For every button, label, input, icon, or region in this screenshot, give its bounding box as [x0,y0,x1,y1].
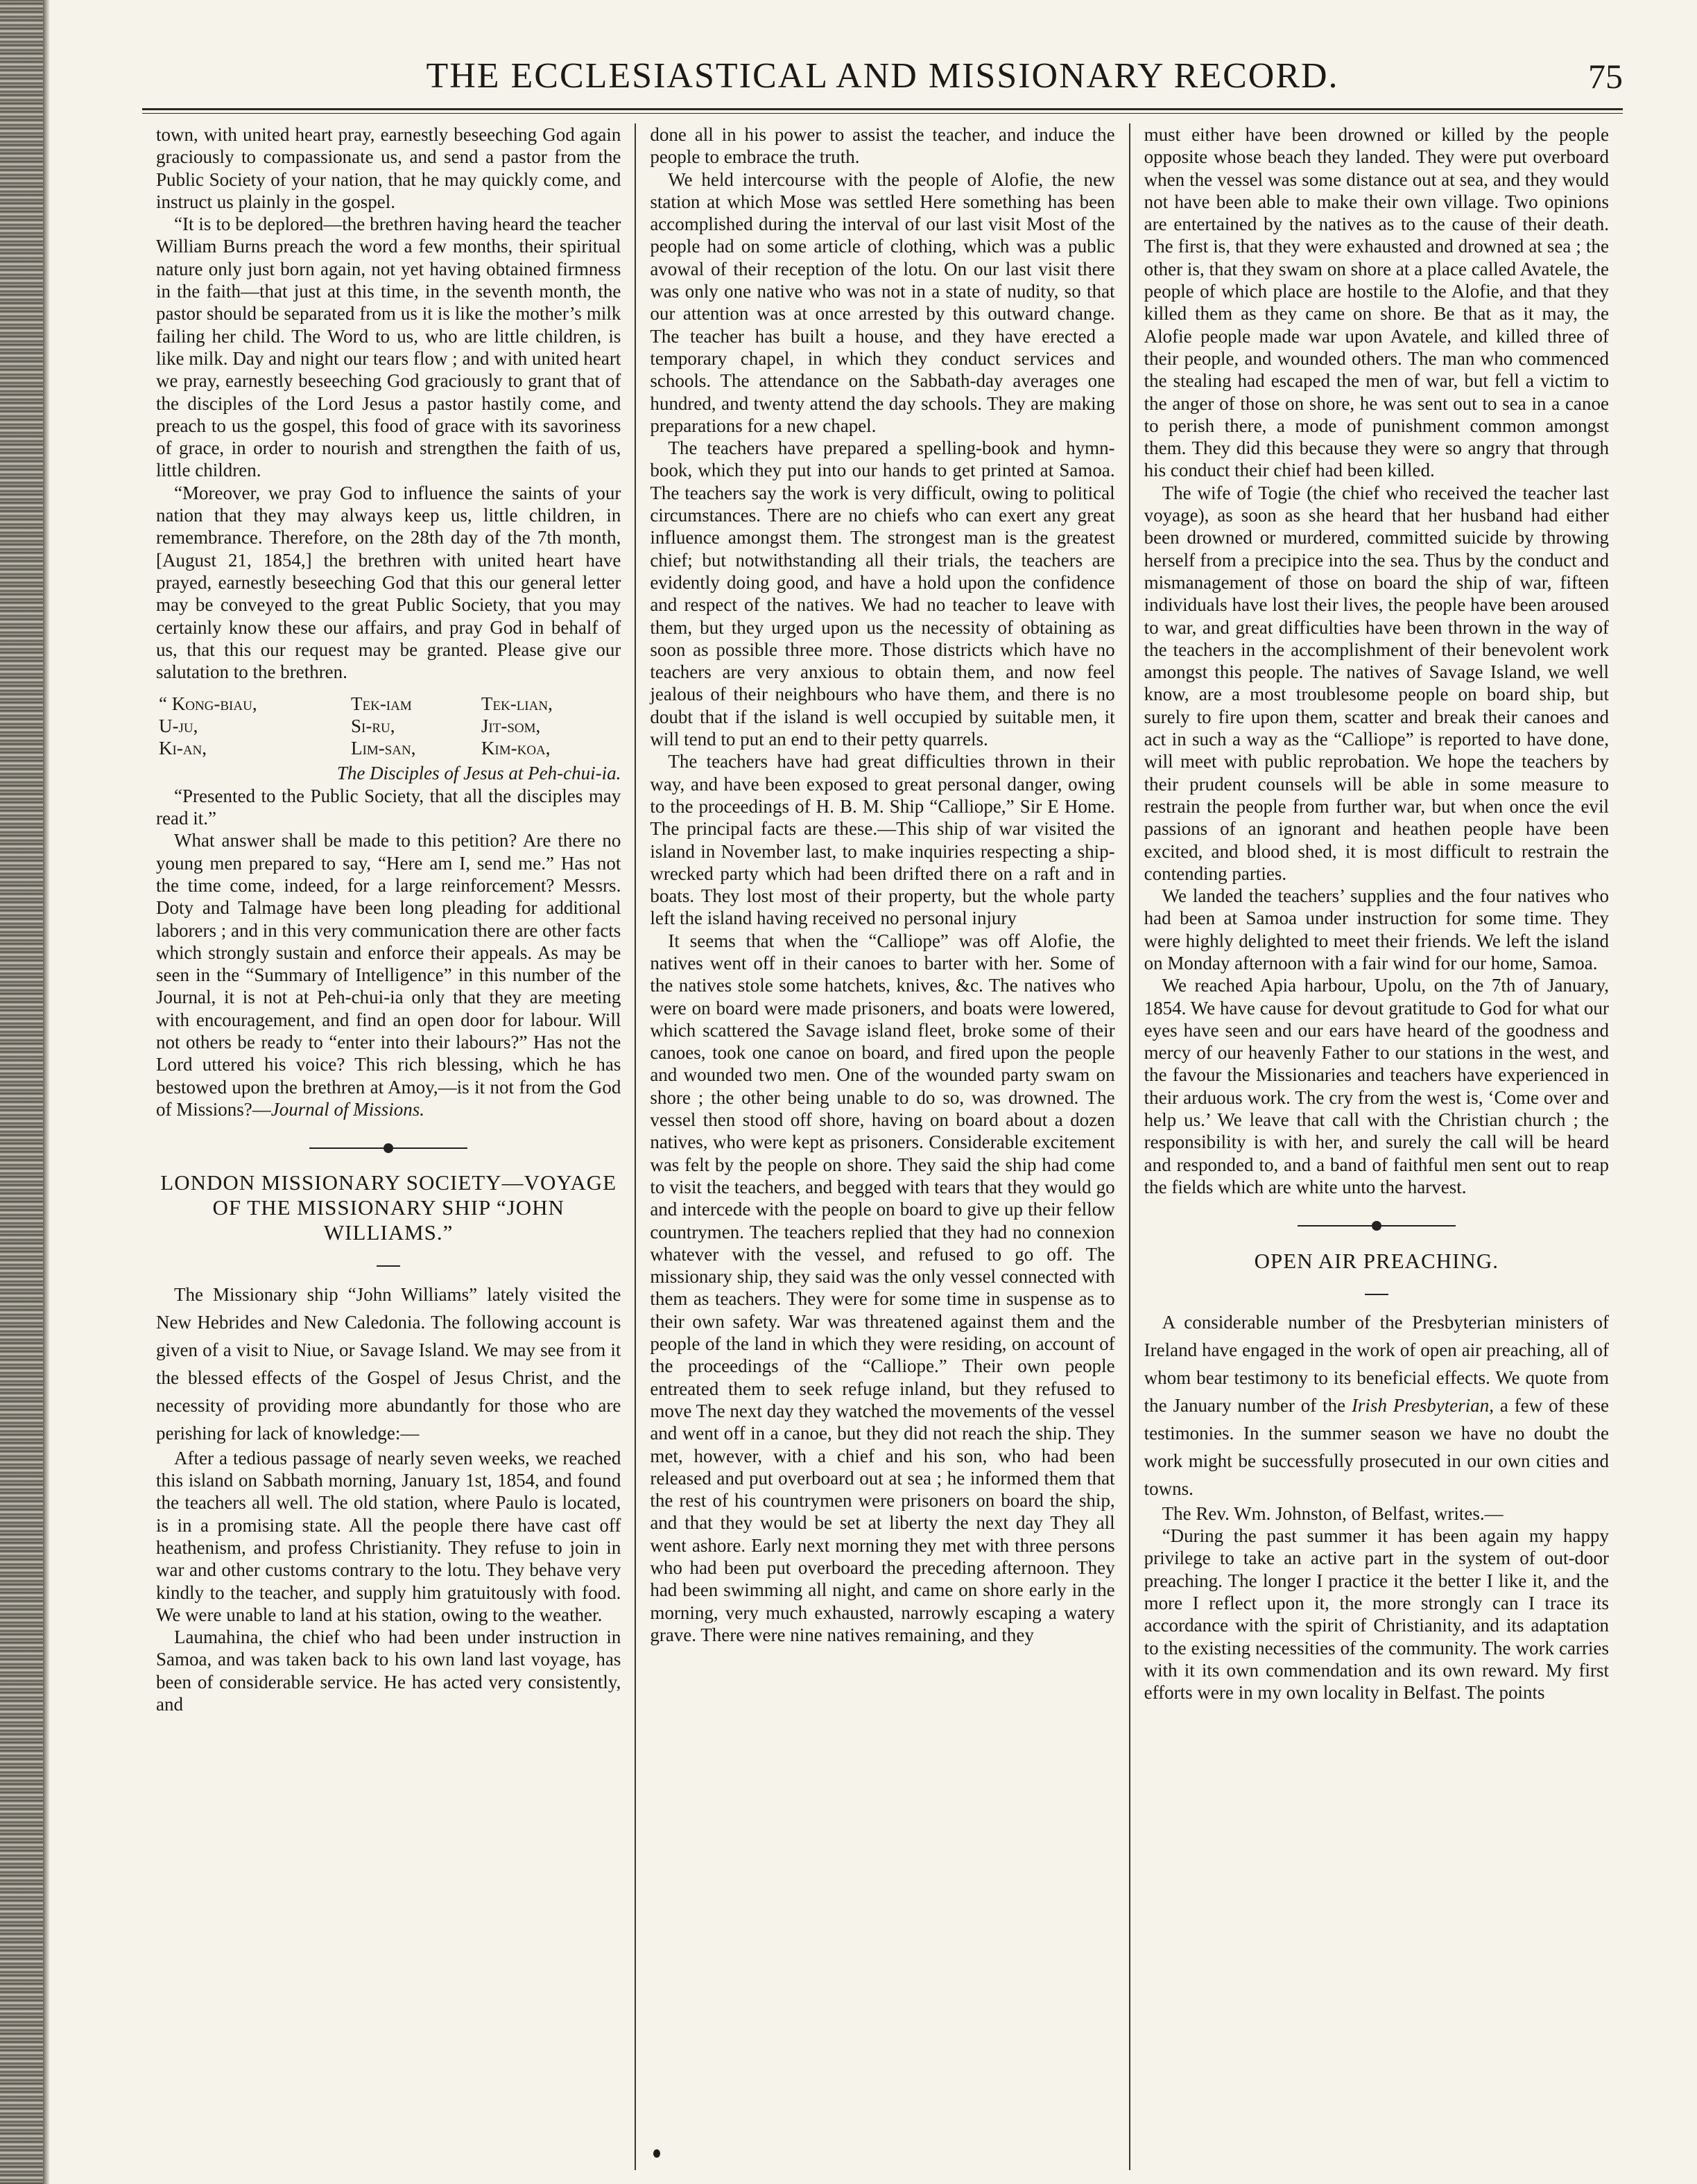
signatory-name: U-ju, [159,716,198,737]
signatory-name: “ Kong-biau, [159,693,257,715]
paragraph [650,750,1114,929]
paragraph-text: A considerable number of the Presbyterian ministers of Ireland have engaged in the work of open air preaching, all of whom bear testimony to its beneficial effects. We quote from the January number of the [1144,1311,1609,1416]
paragraph-text: The teachers have had great difficulties thrown in their way, and have been exposed to great personal danger, owing to the proceedings of H. B. M. Ship “Calliope,” Sir E Home. The principal facts are these.—This ship of war visited the island in November last, to make inquiries respecting a ship-wrecked party which had been drifted there on a raft and in boats. They lost most of their property, but the whole party left the island having received no personal injury [650,751,1115,929]
publication-title: THE ECCLESIASTICAL AND MISSIONARY RECORD. [426,56,1339,96]
header-rule [142,108,1623,114]
paragraph-text: What answer shall be made to this petition? Are there no young men prepared to say, “Here am I, send me.” Has not the time come, indeed, for a large reinforcement? Messrs. Doty and Talmage have been long pleading for additional laborers ; and in this very communication there are other facts which strongly sustain and enforce their appeals. As may be seen in the “Summary of Intelligence” in this number of the Journal, it is not at Peh-chui-ia only that they are meeting with encouragement, and find an open door for labour. Will not others be ready to “enter into their labours?” Has not the Lord uttered his voice? This rich blessing, which he has bestowed upon the brethren at Amoy,—is it not from the God of Missions?— [156,830,621,1120]
signatory-name: Lim-san, [351,738,416,759]
article-heading: LONDON MISSIONARY SOCIETY—VOYAGE OF THE MISSIONARY SHIP “JOHN WILLIAMS.” [160,1170,617,1245]
paragraph [156,123,621,213]
signatory-name: Kim-koa, [481,738,551,759]
paragraph [1144,1308,1609,1502]
running-header [142,49,1623,104]
paragraph [156,1281,621,1447]
paragraph [1144,1502,1609,1525]
binding-shadow [43,0,50,2184]
signatory-name: Si-ru, [351,716,395,737]
divider-line [391,1147,467,1149]
paragraph [1144,482,1609,885]
paragraph [156,213,621,482]
signatory-name: Tek-lian, [481,693,553,715]
divider-line [1298,1225,1374,1227]
newspaper-page [142,49,1623,2170]
paragraph [650,123,1114,168]
paragraph [650,168,1114,437]
paragraph-text: We held intercourse with the people of Alofie, the new station at which Mose was settled Here something has been accomplished during the interval of our last visit Most of the people had on some article of clothing, which was a public avowal of their reception of the lotu. On our last visit there was only one native who was not in a state of nudity, so that our attention was at once arrested by this outward change. The teacher has built a house, and they have erected a temporary chapel, in which they conduct services and schools. The attendance on the Sabbath-day averages one hundred, and twenty attend the day schools. They are making preparations for a new chapel. [650,168,1115,436]
heading-dash [1144,1278,1609,1300]
paragraph [1144,974,1609,1198]
section-divider [156,1136,621,1158]
paragraph [156,829,621,1120]
section-divider [1144,1213,1609,1236]
paragraph-text: “During the past summer it has been again my happy privilege to take an active part in the system of out-door preaching. The longer I practice it the better I like it, and the more I reflect upon it, the more strongly can I trace its accordance with the spirit of Christianity, and its adaptation to the existing necessities of the community. The work carries with it its own commendation and its own reward. My first efforts were in my own locality in Belfast. The points [1144,1525,1609,1704]
paragraph-text: done all in his power to assist the teacher, and induce the people to embrace the truth. [650,124,1115,168]
heading-dash [156,1249,621,1272]
signatories-caption: The Disciples of Jesus at Peh-chui-ia. [336,763,621,784]
paragraph [156,785,621,830]
book-binding-edge [0,0,43,2184]
dash-line [377,1265,400,1267]
signatories-table [156,693,621,759]
paragraph [1144,885,1609,974]
article-heading: OPEN AIR PREACHING. [1254,1248,1499,1273]
page-number: 75 [1588,57,1623,96]
ink-speck [653,2149,660,2158]
source-citation: Journal of Missions. [270,1098,425,1120]
paragraph [156,1447,621,1626]
paragraph-text: It seems that when the “Calliope” was off Alofie, the natives went off in their canoes to barter with her. Some of the natives stole some hatchets, knives, &c. The natives who were on board were made prisoners, and boats were lowered, which scattered the Savage island fleet, broke some of their canoes, took one canoe on board, and fired upon the people and wounded two men. One of the wounded party swam on shore ; the other being unable to do so, was drowned. The vessel then stood off shore, having on board about a dozen natives, who were kept as prisoners. Considerable excitement was felt by the people on shore. They said the ship had come to visit the teachers, and begged with tears that they would go and intercede with the people on board to give up their fellow countrymen. The teachers replied that they had no connexion whatever with the vessel, and refused to go off. The missionary ship, they said was the only vessel connected with them as teachers. They were for some time in suspense as to their own safety. War was threatened against them and the people of the land in which they were residing, on account of the proceedings of the “Calliope.” Their own people entreated them to seek refuge inland, but they refused to move The next day they watched the movements of the vessel and went off in a canoe, but they did not reach the ship. They met, however, with a chief and his son, who had been released and put overboard out at sea ; he informed them that the rest of his countrymen were prisoners on board the ship, and that they would be set at liberty the next day They all went ashore. Early next morning they met with three persons who had been put overboard the preceding afternoon. They had been swimming all night, and came on shore early in the morning, very much exhausted, narrowly escaping a watery grave. There were nine natives remaining, and they [650,930,1115,1645]
paragraph [1144,1525,1609,1704]
divider-line [1379,1225,1456,1227]
paragraph-text: The Rev. Wm. Johnston, of Belfast, writes.— [1162,1502,1504,1524]
signatory-name: Ki-an, [159,738,207,759]
signatory-name: Jit-som, [481,716,541,737]
signatory-name: Tek-iam [351,693,412,715]
paragraph-text: The teachers have prepared a spelling-book and hymn-book, which they put into our hands to get printed at Samoa. The teachers say the work is very difficult, owing to political circumstances. There are no chiefs who can exert any great influence amongst them. The strongest man is the greatest chief; but notwithstanding all their trials, the teachers are evidently doing good, and have a hold upon the confidence and respect of the natives. We had no teacher to leave with them, but they urged upon us the necessity of obtaining as soon as possible three more. Those districts which have no teachers are very anxious to obtain them, and now feel jealous of their neighbours who have them, and there is no doubt that if the island is well occupied by suitable men, it will tend to put an end to their petty quarrels. [650,437,1115,750]
text-columns [142,123,1623,2170]
paragraph-text: “Presented to the Public Society, that all the disciples may read it.” [156,785,621,829]
paragraph [650,930,1114,1647]
paragraph [156,482,621,684]
paragraph-text: We landed the teachers’ supplies and the four natives who had been at Samoa under instruction for some time. They were highly delighted to meet their friends. We left the island on Monday afternoon with a fair wind for our home, Samoa. [1144,885,1609,973]
paragraph [1144,123,1609,482]
paragraph-text-continued: a few of these testimonies. In the summer season we have no doubt the work might be successfully prosecuted in our own cities and towns. [1144,1394,1609,1499]
divider-line [309,1147,386,1149]
paragraph-text: “Moreover, we pray God to influence the saints of your nation that they may always keep us, little children, in remembrance. Therefore, on the 28th day of the 7th month, [August 21, 1854,] the brethren with united heart have prayed, earnestly beseeching God that this our general letter may be conveyed to the great Public Society, that you may certainly know these our affairs, and pray God in behalf of us, that this our request may be granted. Please give our salutation to the brethren. [156,482,621,683]
column-left [142,123,635,2170]
column-right [1129,123,1623,2170]
periodical-name: Irish Presbyterian, [1351,1394,1494,1416]
paragraph-text: town, with united heart pray, earnestly beseeching God again graciously to compassionate us, and send a pastor from the Public Society of your nation, that he may quickly come, and instruct us plainly in the gospel. [156,124,621,212]
paragraph-text: The Missionary ship “John Williams” lately visited the New Hebrides and New Caledonia. The following account is given of a visit to Niue, or Savage Island. We may see from it the blessed effects of the Gospel of Jesus Christ, and the necessity of providing more abundantly for those who are perishing for lack of knowledge:— [156,1283,621,1444]
column-middle [635,123,1128,2170]
signatories-row [156,693,621,715]
paragraph-text: Laumahina, the chief who had been under instruction in Samoa, and was taken back to his own land last voyage, has been of considerable service. He has acted very consistently, and [156,1627,621,1715]
paragraph-text: “It is to be deplored—the brethren having heard the teacher William Burns preach the word a few months, their spiritual nature only just born again, not yet having obtained firmness in the faith—that just at this time, in the seventh month, the pastor should be separated from us it is like the mother’s milk failing her child. The Word to us, who are little children, is like milk. Day and night our tears flow ; and with united heart we pray, earnestly beseeching God graciously to grant that of the disciples of the Lord Jesus a pastor hastily come, and preach to us the gospel, this food of grace with its savoriness of grace, in order to nourish and strengthen the faith of us, little children. [156,214,621,481]
paragraph [650,437,1114,750]
paragraph [156,1626,621,1715]
signatories-row [156,715,621,737]
paragraph-text: must either have been drowned or killed by the people opposite whose beach they landed. They were put overboard when the vessel was some distance out at sea, and they would not have been able to make their own village. Two opinions are entertained by the natives as to the cause of their death. The first is, that they were exhausted and drowned at sea ; the other is, that they swam on shore at a place called Avatele, the people of which place are hostile to the Alofie, and that they killed them as they came on shore. Be that as it may, the Alofie people made war upon Avatele, and killed three of their people, and wounded others. The man who commenced the stealing had escaped the men of war, but fell a victim to the anger of those on shore, he was sent out to sea in a canoe to perish there, a mode of punishment common amongst them. They did this because they were so angry that through his conduct their chief had been killed. [1144,124,1609,481]
signatories-row [156,737,621,759]
dash-line [1365,1294,1388,1295]
paragraph-text: The wife of Togie (the chief who received the teacher last voyage), as soon as she heard that her husband had either been drowned or murdered, committed suicide by throwing herself from a precipice into the sea. Thus by the conduct and mismanagement of those on board the ship of war, fifteen individuals have lost their lives, the people have been aroused to war, and great difficulties have been thrown in the way of the teachers in the accomplishment of their benevolent work amongst this people. The natives of Savage Island, we well know, are a most troublesome people on board ship, but surely to fire upon them, scatter and break their canoes and act in such a way as the “Calliope” is reported to have done, will meet with public reprobation. We hope the teachers by their prudent counsels will be able in some measure to restrain the people from further war, but when once the evil passions of an ignorant and heathen people have been excited, and blood shed, it is most difficult to restrain the contending parties. [1144,482,1609,884]
paragraph-text: After a tedious passage of nearly seven weeks, we reached this island on Sabbath morning, January 1st, 1854, and found the teachers all well. The old station, where Paulo is located, is in a promising state. All the people there have cast off heathenism, and profess Christianity. They refuse to join in war and other customs contrary to the lotu. They behave very kindly to the teacher, and supply him gratuitously with food. We were unable to land at his station, owing to the weather. [156,1447,621,1625]
paragraph-text: We reached Apia harbour, Upolu, on the 7th of January, 1854. We have cause for devout gratitude to God for what our eyes have seen and our ears have heard of the goodness and mercy of our heavenly Father to our stations in the west, and the favour the Missionaries and teachers have experienced in their arduous work. The cry from the west is, ‘Come over and help us.’ We leave that call with the Christian church ; the responsibility is with her, and surely the call will be heard and responded to, and a band of faithful men sent out to reap the fields which are white unto the harvest. [1144,975,1609,1197]
